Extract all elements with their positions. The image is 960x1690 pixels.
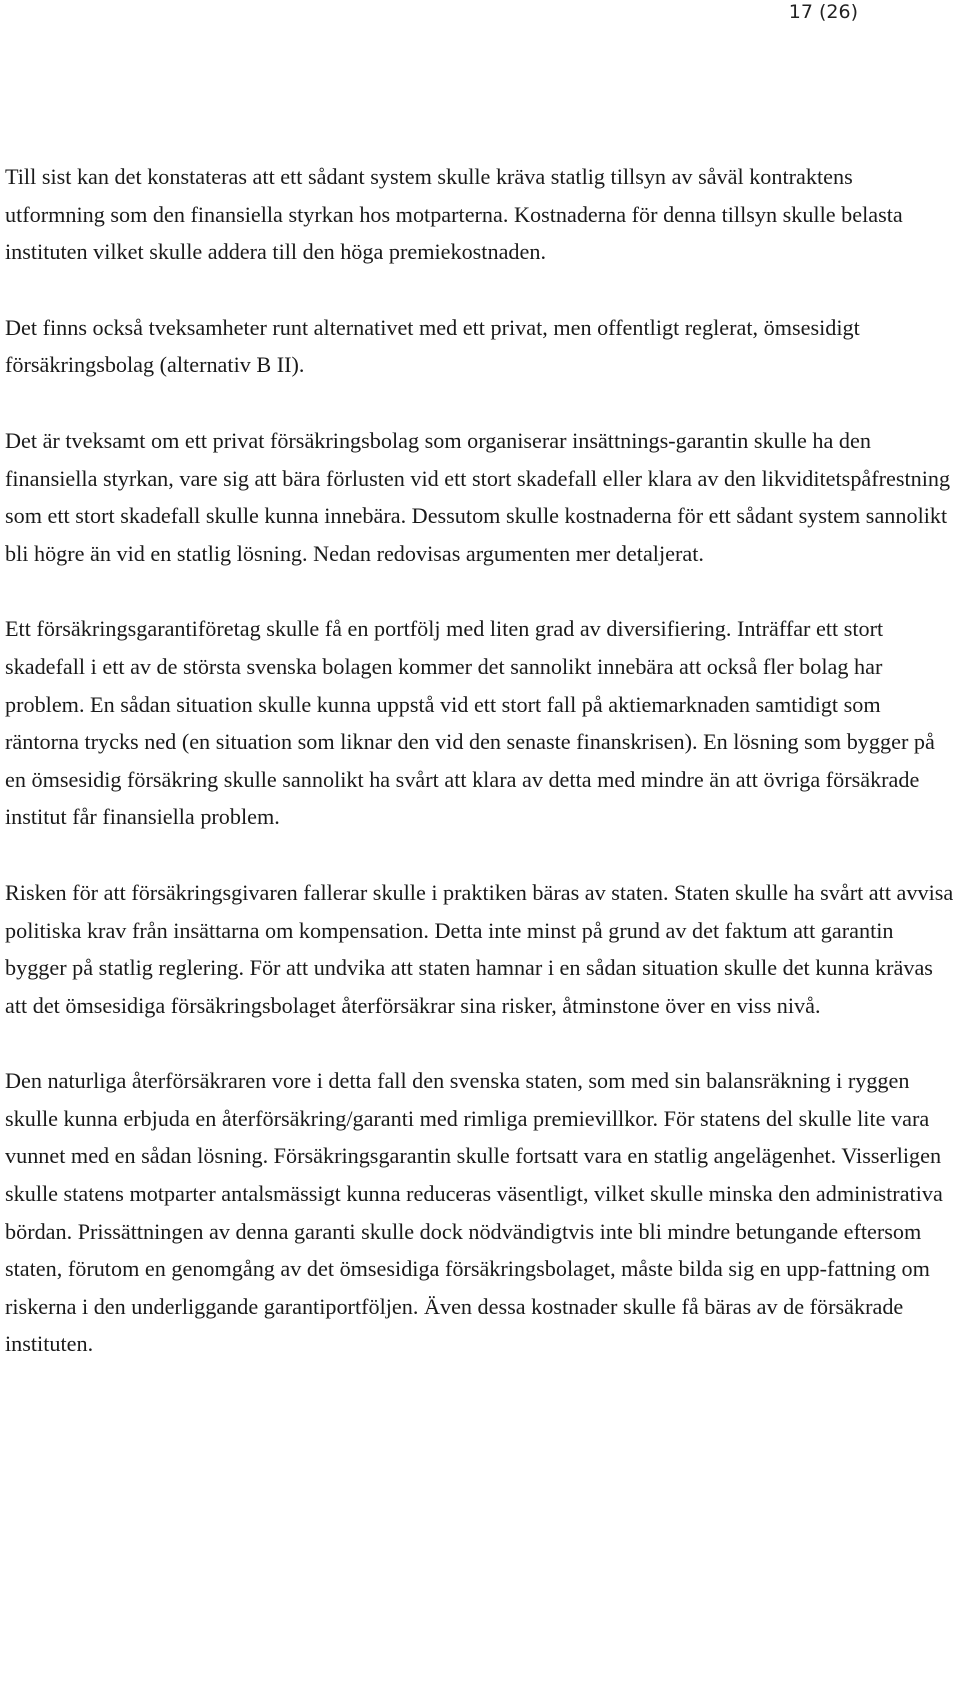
paragraph-state-risk: Risken för att försäkringsgivaren fallerar skulle i praktiken bäras av staten. Staten skulle ha svårt att avvisa politiska krav från insättarna om kompensation. Detta inte minst på grund av det faktum att garantin bygger på statlig reglering. För att undvika att staten hamnar i en sådan situation skulle det kunna krävas att det ömsesidiga försäkringsbolaget återförsäkrar sina risker, åtminstone över en viss nivå.: [5, 879, 954, 1018]
paragraph-financial-strength: Det är tveksamt om ett privat försäkringsbolag som organiserar insättnings-garantin skulle ha den finansiella styrkan, vare sig att bära förlusten vid ett stort skadefall eller klara av den likviditetspåfrestning som ett stort skadefall skulle kunna innebära. Dessutom skulle kostnaderna för ett sådant system sannolikt bli högre än vid en statlig lösning. Nedan redovisas argumenten mer detaljerat.: [5, 427, 951, 566]
paragraph-alternative-b2: Det finns också tveksamheter runt alternativet med ett privat, men offentligt reglerat, ömsesidigt försäkringsbolag (alternativ B II).: [5, 314, 860, 378]
paragraph-diversification: Ett försäkringsgarantiföretag skulle få en portfölj med liten grad av diversifiering. Inträffar ett stort skadefall i ett av de största svenska bolagen kommer det sannolikt innebära att också fler bolag har problem. En sådan situation skulle kunna uppstå vid ett stort fall på aktiemarknaden samtidigt som räntorna trycks ned (en situation som liknar den vid den senaste finanskrisen). En lösning som bygger på en ömsesidig försäkring skulle sannolikt ha svårt att klara av detta med mindre än att övriga försäkrade institut får finansiella problem.: [5, 616, 935, 830]
page-number: 17 (26): [788, 1, 858, 23]
paragraph-supervision-cost: Till sist kan det konstateras att ett sådant system skulle kräva statlig tillsyn av såväl kontraktens utformning som den finansiella styrkan hos motparterna. Kostnaderna för denna tillsyn skulle belasta instituten vilket skulle addera till den höga premiekostnaden.: [5, 164, 903, 265]
document-body: [5, 158, 957, 1401]
paragraph-reinsurance: Den naturliga återförsäkraren vore i detta fall den svenska staten, som med sin balansräkning i ryggen skulle kunna erbjuda en återförsäkring/garanti med rimliga premievillkor. För statens del skulle lite vara vunnet med en sådan lösning. Försäkringsgarantin skulle fortsatt vara en statlig angelägenhet. Visserligen skulle statens motparter antalsmässigt kunna reduceras väsentligt, vilket skulle minska den administrativa bördan. Prissättningen av denna garanti skulle dock nödvändigtvis inte bli mindre betungande eftersom staten, förutom en genomgång av det ömsesidiga försäkringsbolaget, måste bilda sig en upp-fattning om riskerna i den underliggande garantiportföljen. Även dessa kostnader skulle få bäras av de försäkrade instituten.: [5, 1068, 943, 1357]
